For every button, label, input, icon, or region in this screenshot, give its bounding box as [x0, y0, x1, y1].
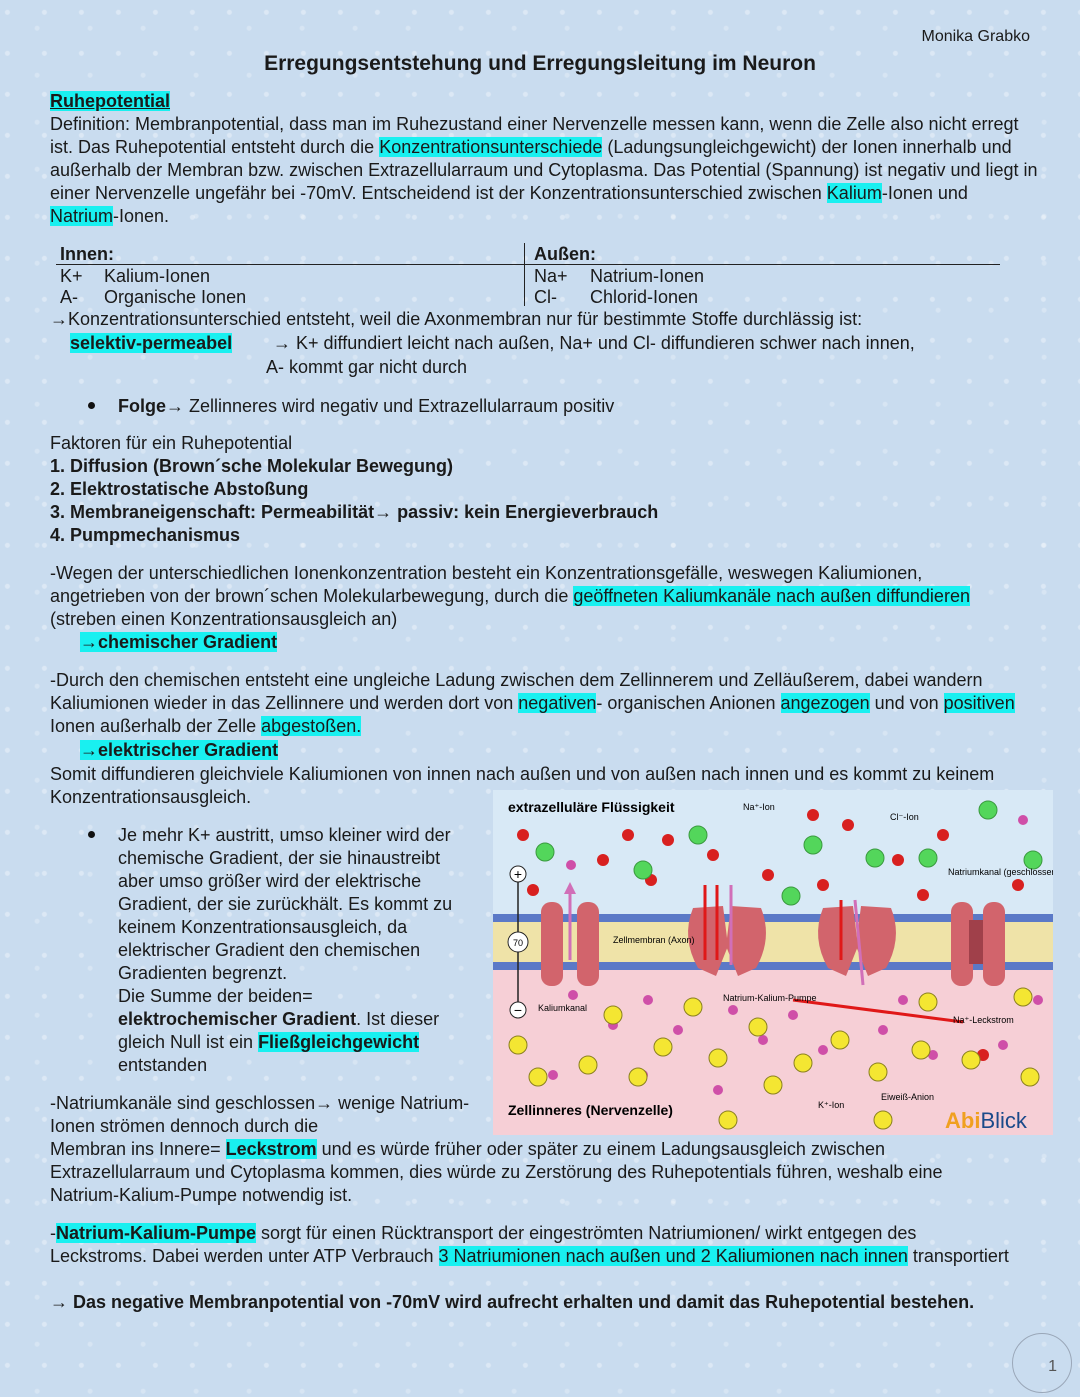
anion-label: Eiweiß-Anion [881, 1092, 935, 1102]
ruhepotential-section [50, 90, 1040, 228]
permeability-desc-2: A- kommt gar nicht durch [266, 357, 468, 377]
electric-gradient-text: -Durch den chemischen entsteht eine ungleiche Ladung zwischen dem Zellinnerem und Zelläußerem, dabei wandern Kaliumionen wieder in das Zellinnere und werden dort von negativen- organischen Anionen angezogen und von positiven Ionen außerhalb der Zelle abgestoßen. [50, 670, 1015, 736]
leak-label: Na⁺-Leckstrom [953, 1015, 1014, 1025]
membrane-label: Zellmembran (Axon) [613, 935, 695, 945]
intracellular-label: Zellinneres (Nervenzelle) [508, 1102, 673, 1118]
sodium-channel-label: Natriumkanal (geschlossen) [948, 867, 1053, 877]
ruhepotential-heading: Ruhepotential [50, 91, 170, 111]
membrane-diagram [493, 790, 1053, 1135]
chemical-gradient-label: →chemischer Gradient [80, 632, 278, 652]
extracellular-label: extrazelluläre Flüssigkeit [508, 799, 675, 815]
selektiv-permeabel-term: selektiv-permeabel [70, 333, 233, 353]
table-cell: Chlorid-Ionen [590, 287, 699, 307]
table-cell: Organische Ionen [104, 287, 247, 307]
plus-sign: + [513, 866, 523, 882]
pump-conclusion: → Das negative Membranpotential von -70mV wird aufrecht erhalten und damit das Ruhepotential bestehen. [50, 1292, 975, 1312]
k-ion-label: K⁺-Ion [818, 1100, 845, 1110]
permeability-line: →Konzentrationsunterschied entsteht, weil die Axonmembran nur für bestimmte Stoffe durchlässig ist: [50, 309, 863, 329]
potassium-channel-label: Kaliumkanal [538, 1003, 588, 1013]
author-name: Monika Grabko [921, 28, 1030, 45]
table-cell: Natrium-Ionen [590, 266, 705, 286]
membrane-diagram-svg [493, 790, 1053, 1135]
folge-line: Folge→ Zellinneres wird negativ und Extrazellularraum positiv [118, 396, 615, 416]
bullet-dot [88, 831, 95, 838]
page-number: 1 [1048, 1358, 1057, 1375]
electric-gradient-label: →elektrischer Gradient [80, 740, 279, 760]
factor-item: 3. Membraneigenschaft: Permeabilität→ passiv: kein Energieverbrauch [50, 502, 659, 522]
table-header-outer: Außen: [534, 244, 596, 264]
factor-item: 4. Pumpmechanismus [50, 525, 241, 545]
leak-text-1: -Natriumkanäle sind geschlossen→ wenige Natrium-Ionen strömen dennoch durch die [50, 1093, 470, 1136]
table-header-inner: Innen: [60, 244, 114, 264]
bullet-dot [88, 402, 95, 409]
table-cell: Kalium-Ionen [104, 266, 211, 286]
page-number-badge [1012, 1333, 1072, 1393]
na-ion-label: Na⁺-Ion [743, 802, 775, 812]
pump-text: -Natrium-Kalium-Pumpe sorgt für einen Rücktransport der eingeströmten Natriumionen/ wirkt entgegen des Leckstroms. Dabei werden unter ATP Verbrauch 3 Natriumionen nach außen und 2 Kaliumionen nach innen transportiert [50, 1223, 1009, 1266]
pump-label: Natrium-Kalium-Pumpe [723, 993, 817, 1003]
chemical-gradient-text: -Wegen der unterschiedlichen Ionenkonzentration besteht ein Konzentrationsgefälle, weswegen Kaliumionen, angetrieben von der brown´schen Molekularbewegung, durch die geöffneten Kaliumkanäle nach außen diffundieren (streben einen Konzentrationsausgleich an) [50, 563, 970, 629]
permeability-desc-1: → K+ diffundiert leicht nach außen, Na+ und Cl- diffundieren schwer nach innen, [273, 333, 915, 353]
leak-text-2: Membran ins Innere= Leckstrom und es würde früher oder später zu einem Ladungsausgleich zwischen Extrazellularraum und Cytoplasma kommen, dies würde zu Zerstörung des Ruhepotentials führen, weshalb eine Natrium-Kalium-Pumpe notwendig ist. [50, 1139, 943, 1205]
table-cell: Na+ [534, 266, 568, 286]
ruhepotential-definition: Definition: Membranpotential, dass man im Ruhezustand einer Nervenzelle messen kann, wenn die Zelle also nicht erregt ist. Das Ruhepotential entsteht durch die Konzentrationsunterschiede (Ladungsungleichgewicht) der Ionen innerhalb und außerhalb der Membran bzw. zwischen Extrazellularraum und Cytoplasma. Das Potential (Spannung) ist negativ und liegt in einer Nervenzelle ungefähr bei -70mV. Entscheidend ist der Konzentrationsunterschied zwischen Kalium-Ionen und Natrium-Ionen. [50, 114, 1038, 226]
cl-ion-label: Cl⁻-Ion [890, 812, 919, 822]
table-cell: A- [60, 287, 78, 307]
equilibrium-summary: Somit diffundieren gleichviele Kaliumionen von innen nach außen und von außen nach innen und es kommt zu keinem Konzentrationsausgleich. [50, 764, 995, 807]
factor-item: 1. Diffusion (Brown´sche Molekular Bewegung) [50, 456, 454, 476]
table-cell: Cl- [534, 287, 557, 307]
page-title: Erregungsentstehung und Erregungsleitung im Neuron [264, 52, 816, 75]
factors-intro: Faktoren für ein Ruhepotential [50, 433, 293, 453]
minus-sign: − [513, 1002, 523, 1018]
factor-item: 2. Elektrostatische Abstoßung [50, 479, 309, 499]
gradient-bullet-text: Je mehr K+ austritt, umso kleiner wird der chemische Gradient, der sie hinaustreibt aber umso größer wird der elektrische Gradient, der sie zurückhält. Es kommt zu keinem Konzentrationsausgleich, da elektrischer Gradient den chemischen Gradienten begrenzt. Die Summe der beiden= elektrochemischer Gradient. Ist dieser gleich Null ist ein Fließgleichgewicht entstanden [118, 825, 453, 1075]
voltage-label: 70 [512, 938, 524, 948]
abiblick-logo: AbiBlick [945, 1108, 1027, 1133]
factors-section [50, 432, 1040, 547]
table-cell: K+ [60, 266, 83, 286]
